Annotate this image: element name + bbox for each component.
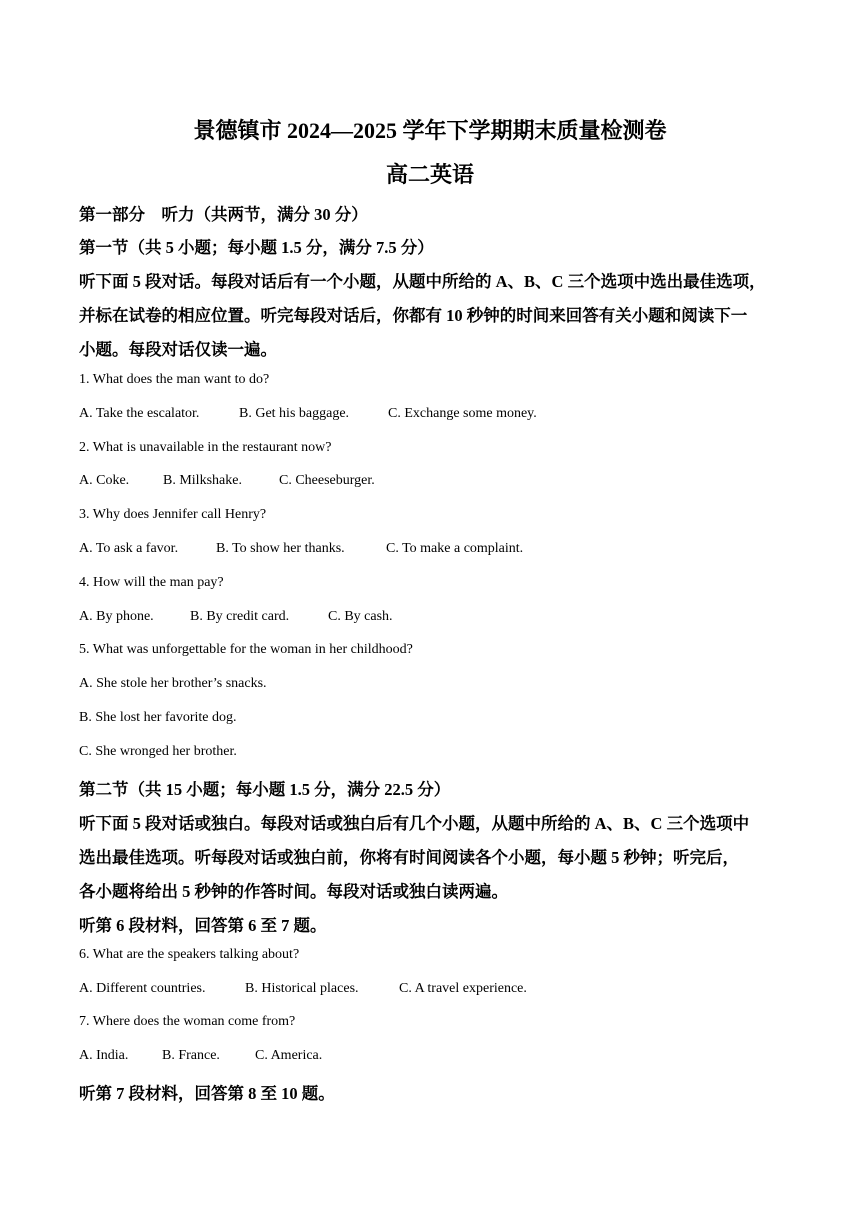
section1-heading: 第一节（共 5 小题；每小题 1.5 分，满分 7.5 分） [79, 238, 434, 257]
option-b: B. Milkshake. [163, 473, 242, 488]
question-options [79, 609, 393, 625]
option-c: C. Exchange some money. [388, 406, 537, 421]
question-text: 6. What are the speakers talking about? [79, 947, 300, 962]
section2-instruction-line: 各小题将给出 5 秒钟的作答时间。每段对话或独白读两遍。 [79, 882, 508, 901]
option-b: B. To show her thanks. [216, 541, 345, 556]
option-a: A. To ask a favor. [79, 541, 179, 556]
option-b: B. France. [162, 1048, 220, 1063]
question-options [79, 406, 537, 422]
option-a: A. She stole her brother’s snacks. [79, 676, 267, 691]
option-c: C. A travel experience. [399, 981, 527, 996]
question-text: 3. Why does Jennifer call Henry? [79, 507, 267, 522]
option-a: A. Take the escalator. [79, 406, 200, 421]
exam-title: 景德镇市 2024—2025 学年下学期期末质量检测卷 [193, 118, 667, 143]
question-options [79, 981, 527, 997]
question-options [79, 473, 375, 489]
section1-instruction-line: 并标在试卷的相应位置。听完每段对话后，你都有 10 秒钟的时间来回答有关小题和阅读下一 [79, 306, 748, 325]
question-text: 2. What is unavailable in the restaurant now? [79, 440, 332, 455]
question-text: 1. What does the man want to do? [79, 372, 270, 387]
question-options [79, 541, 523, 557]
section1-instruction-line: 小题。每段对话仅读一遍。 [79, 340, 277, 359]
option-b: B. She lost her favorite dog. [79, 710, 237, 725]
question-text: 5. What was unforgettable for the woman in her childhood? [79, 642, 413, 657]
part1-heading: 第一部分 听力（共两节，满分 30 分） [79, 205, 368, 224]
option-c: C. America. [255, 1048, 323, 1063]
exam-subject: 高二英语 [385, 162, 474, 187]
section2-heading: 第二节（共 15 小题；每小题 1.5 分，满分 22.5 分） [79, 780, 451, 799]
option-c: C. By cash. [328, 609, 393, 624]
question-text: 7. Where does the woman come from? [79, 1014, 296, 1029]
material-heading: 听第 6 段材料，回答第 6 至 7 题。 [79, 916, 327, 935]
option-c: C. To make a complaint. [386, 541, 524, 556]
option-a: A. India. [79, 1048, 129, 1063]
section1-instruction-line: 听下面 5 段对话。每段对话后有一个小题，从题中所给的 A、B、C 三个选项中选出最佳选项， [79, 272, 766, 291]
question-text: 4. How will the man pay? [79, 575, 224, 590]
option-b: B. By credit card. [190, 609, 290, 624]
option-b: B. Historical places. [245, 981, 359, 996]
option-b: B. Get his baggage. [239, 406, 350, 421]
option-c: C. She wronged her brother. [79, 744, 237, 759]
option-a: A. Different countries. [79, 981, 206, 996]
option-a: A. By phone. [79, 609, 154, 624]
option-c: C. Cheeseburger. [279, 473, 375, 488]
question-options [79, 1048, 322, 1064]
material-heading: 听第 7 段材料，回答第 8 至 10 题。 [79, 1084, 335, 1103]
option-a: A. Coke. [79, 473, 130, 488]
section2-instruction-line: 选出最佳选项。听每段对话或独白前，你将有时间阅读各个小题，每小题 5 秒钟；听完后， [79, 848, 739, 867]
section2-instruction-line: 听下面 5 段对话或独白。每段对话或独白后有几个小题，从题中所给的 A、B、C 三个选项中 [79, 814, 750, 833]
